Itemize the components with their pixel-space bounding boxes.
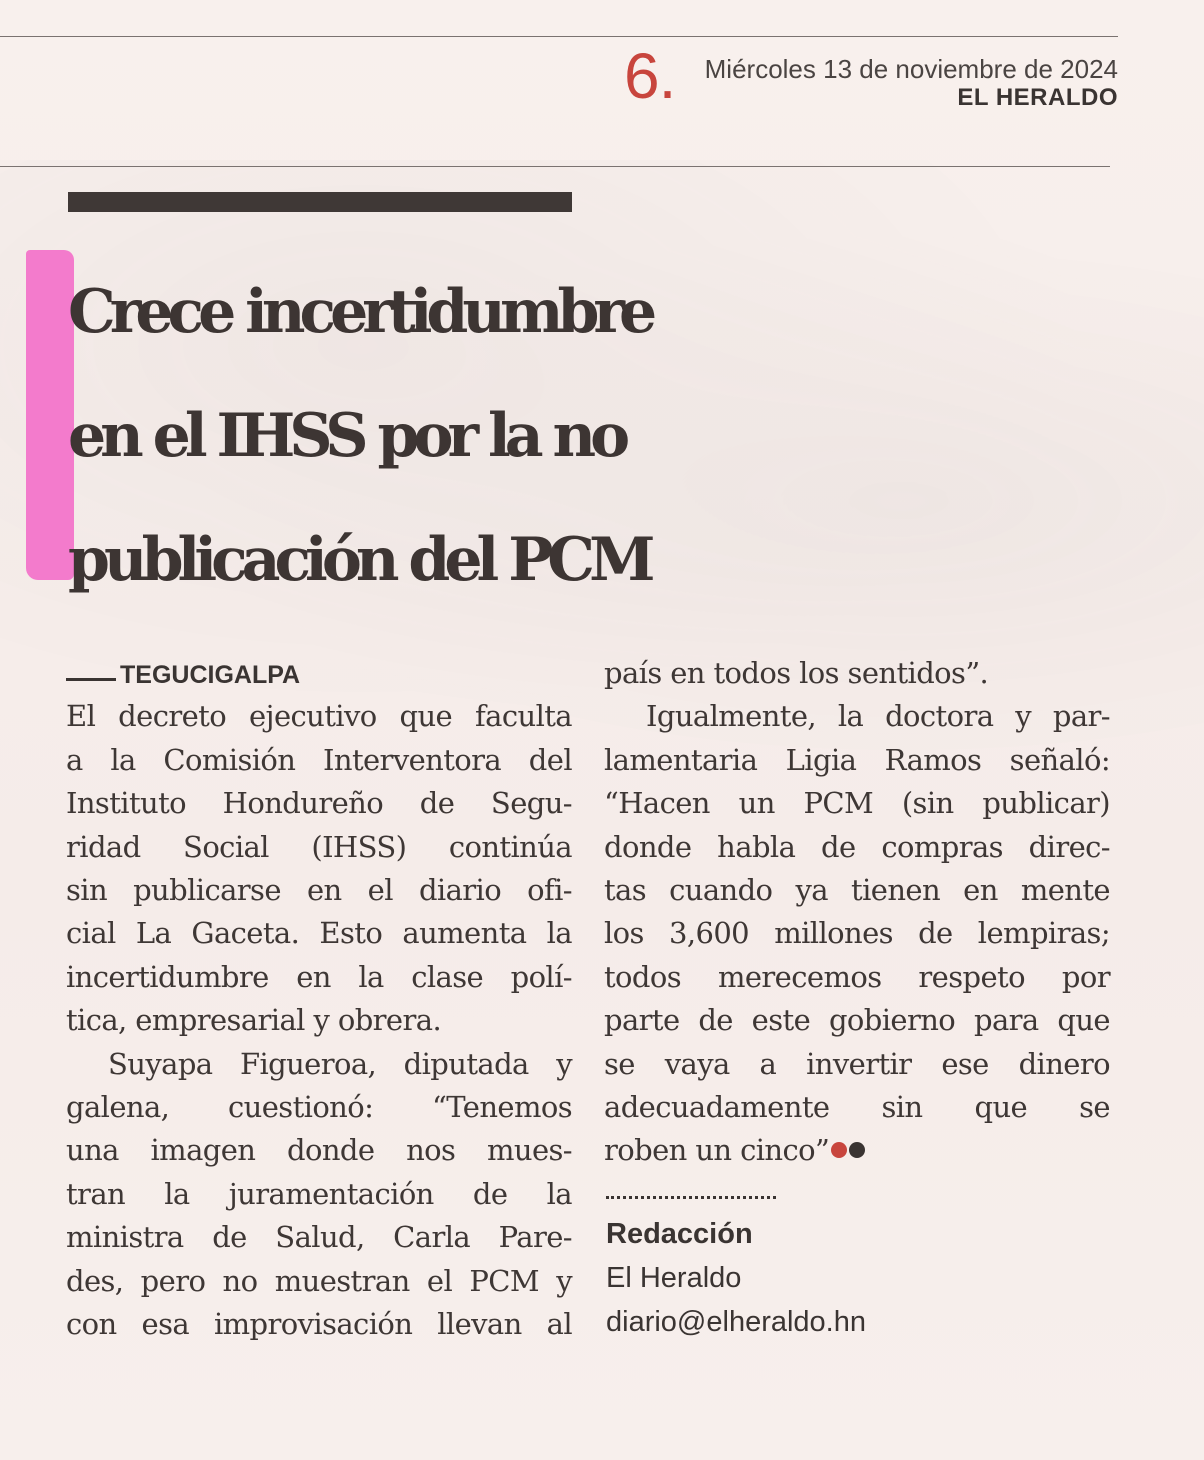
headline-line: Crece incertidumbre [68, 277, 652, 347]
page-number-digit: 6 [624, 40, 659, 112]
body-line: país en todos los sentidos”. [604, 656, 989, 690]
body-line: se vaya a invertir ese dinero [604, 1046, 1110, 1081]
headline-line: publicación del PCM [68, 525, 650, 595]
highlighter-mark [26, 250, 74, 580]
body-line: Instituto Hondureño de Segu- [66, 786, 572, 821]
end-mark-dark-dot-icon [849, 1142, 865, 1158]
byline-name: Redacción [606, 1218, 753, 1250]
body-line: adecuadamente sin que se [604, 1090, 1110, 1125]
body-line: incertidumbre en la clase polí- [66, 959, 572, 994]
body-line: “Hacen un PCM (sin publicar) [604, 786, 1110, 821]
end-mark-red-dot-icon [831, 1142, 847, 1158]
body-line: con esa improvisación llevan al [66, 1307, 572, 1342]
body-line-final [604, 1129, 1110, 1172]
body-line: des, pero no muestran el PCM y [66, 1263, 572, 1298]
body-line: los 3,600 millones de lempiras; [604, 916, 1110, 951]
body-line: parte de este gobierno para que [604, 1003, 1110, 1038]
headline [68, 250, 1128, 622]
dateline-dash [66, 678, 116, 681]
body-line: a la Comisión Interventora del [66, 742, 572, 777]
signature-separator [606, 1196, 776, 1199]
body-line: Suyapa Figueroa, diputada y [108, 1046, 572, 1081]
body-line: Igualmente, la doctora y par- [646, 699, 1110, 734]
body-line: ridad Social (IHSS) continúa [66, 829, 572, 864]
body-line: El decreto ejecutivo que faculta [66, 699, 572, 734]
body-line: galena, cuestionó: “Tenemos [66, 1090, 572, 1125]
issue-date: Miércoles 13 de noviembre de 2024 [704, 54, 1118, 84]
left-column [66, 652, 572, 1346]
body-line: una imagen donde nos mues- [66, 1133, 572, 1168]
page-number-dot: . [658, 40, 676, 112]
headline-line: en el IHSS por la no [68, 401, 625, 471]
body-line: tran la juramentación de la [66, 1176, 572, 1211]
dateline-text: TEGUCIGALPA [120, 661, 301, 689]
body-line: ministra de Salud, Carla Pare- [66, 1220, 572, 1255]
byline-email: diario@elheraldo.hn [606, 1306, 866, 1338]
body-line: lamentaria Ligia Ramos señaló: [604, 742, 1110, 777]
body-line: tas cuando ya tienen en mente [604, 873, 1110, 908]
right-column [604, 652, 1110, 1173]
body-line: cial La Gaceta. Esto aumenta la [66, 916, 572, 951]
page-number [624, 40, 676, 112]
body-line: tica, empresarial y obrera. [66, 1003, 442, 1038]
dateline [66, 652, 572, 695]
body-line: todos merecemos respeto por [604, 959, 1110, 994]
body-line: donde habla de compras direc- [604, 829, 1110, 864]
section-rule [0, 166, 1110, 167]
byline-paper: El Heraldo [606, 1262, 742, 1294]
byline [606, 1212, 866, 1344]
headline-bar [68, 192, 572, 212]
newspaper-name: EL HERALDO [957, 84, 1118, 111]
top-rule [0, 36, 1118, 37]
body-line: sin publicarse en el diario ofi- [66, 873, 572, 908]
final-line-text: roben un cinco” [604, 1133, 830, 1168]
